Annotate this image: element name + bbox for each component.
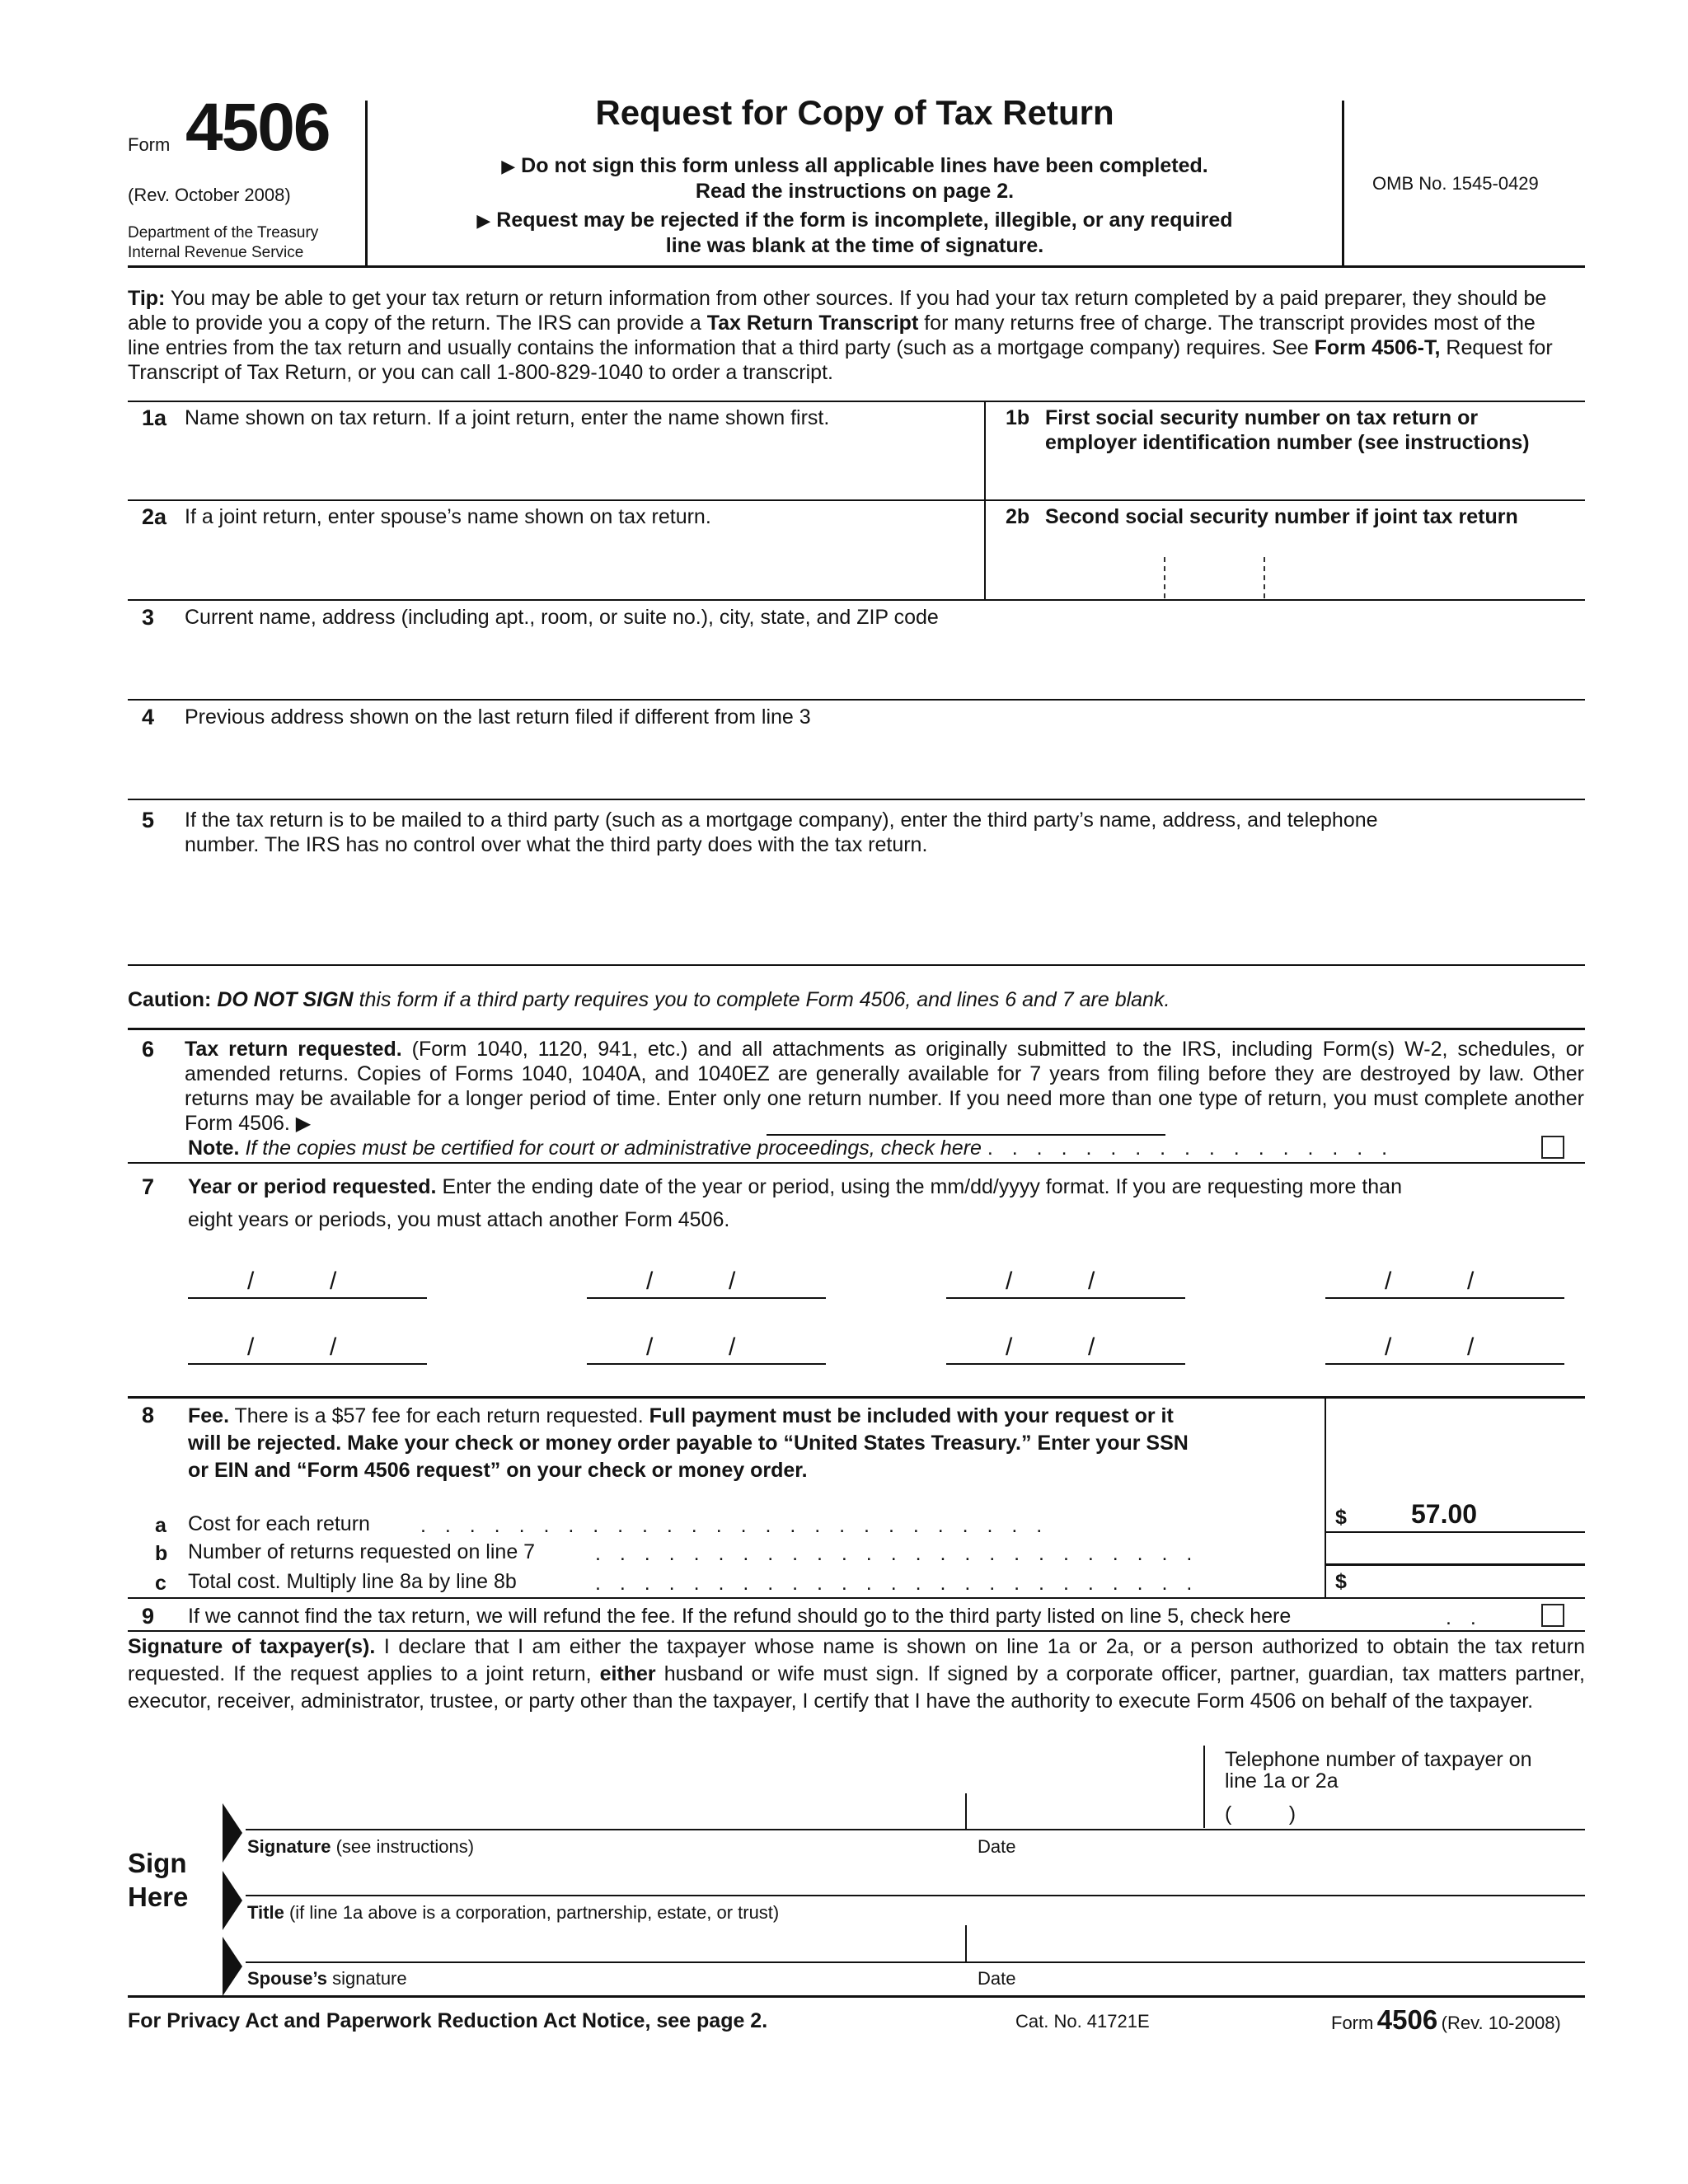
form-number: 4506 [185,90,330,165]
department-line1: Department of the Treasury [128,224,319,241]
form-header [0,0,1688,272]
instruction-2 [368,208,1342,258]
footer-form-word: Form [1331,2013,1374,2033]
line-2b-field[interactable] [989,544,1582,598]
fee-bold-1: Full payment must be included with your request or it [649,1404,1174,1427]
line-8a-dots: . . . . . . . . . . . . . . . . . . . . . . . . . . [420,1514,1049,1537]
sign-arrow-icon [223,1803,242,1863]
line-2a-label: If a joint return, enter spouse’s name shown on tax return. [185,505,711,528]
line-1b-label-1: First social security number on tax return or [1045,406,1479,429]
spouse-caption-bold: Spouse’s [247,1968,327,1989]
line-4-label: Previous address shown on the last return filed if different from line 3 [185,705,811,729]
signature-date-field[interactable] [969,1793,1200,1830]
line-6-number: 6 [141,1037,154,1062]
line-3-number: 3 [141,605,154,630]
line-5-label-1: If the tax return is to be mailed to a third party (such as a mortgage company), enter the third party’s name, address, and telephone [185,808,1378,832]
line-3-field[interactable] [185,635,1578,697]
note-text: If the copies must be certified for court or administrative proceedings, check here [239,1137,982,1160]
title-caption-rest: (if line 1a above is a corporation, partnership, estate, or trust) [284,1902,780,1923]
line-1b-number: 1b [1006,406,1030,429]
declaration-either: either [599,1662,656,1685]
line-6-return-number-field[interactable] [767,1109,1165,1136]
catalog-number: Cat. No. 41721E [1015,2011,1150,2032]
line-5-label-2: number. The IRS has no control over what the third party does with the tax return. [185,833,928,856]
fee-bold-2: will be rejected. Make your check or money order payable to “United States Treasury.” Enter your SSN [188,1432,1189,1455]
tip-bold-2: Form 4506-T, [1314,336,1441,359]
declaration-text-1: I declare that I am either the taxpayer whose name is shown on line 1a or 2a, or a person authorized to obtain the tax return requested. If the request applies to a joint return, [128,1635,1585,1685]
caution-bold: DO NOT SIGN [217,988,354,1011]
date-field[interactable]: / / [587,1266,826,1299]
caution-line [128,987,1170,1012]
phone-divider [1203,1746,1205,1828]
line-1b-field[interactable] [989,458,1582,499]
signature-caption [247,1836,474,1858]
line-3-label: Current name, address (including apt., room, or suite no.), city, state, and ZIP code [185,606,939,629]
line-7-text-1 [188,1174,1402,1199]
line-8a-text: Cost for each return [188,1512,370,1535]
rule-8 [128,1162,1585,1164]
signature-heading: Signature of taxpayer(s). [128,1635,376,1658]
fee-text: There is a $57 fee for each return requested. [229,1404,649,1427]
phone-label-1: Telephone number of taxpayer on [1225,1748,1532,1771]
line-6-note [188,1136,1540,1160]
footer-form-number: 4506 [1376,2004,1438,2035]
line-8-text [188,1403,1317,1484]
omb-number: OMB No. 1545-0429 [1372,173,1539,194]
date-field[interactable]: / / [188,1332,427,1365]
line-7-body: Enter the ending date of the year or period, using the mm/dd/yyyy format. If you are requesting more than [436,1175,1402,1198]
date-field[interactable]: / / [188,1266,427,1299]
ssn-separator-1 [1164,557,1165,598]
sign-label: Sign [128,1848,187,1878]
date-field[interactable]: / / [587,1332,826,1365]
line-8c-text: Total cost. Multiply line 8a by line 8b [188,1570,517,1593]
fee-bold-3: or EIN and “Form 4506 request” on your check or money order. [188,1459,808,1482]
line-2a-number: 2a [141,504,166,529]
arrow-icon: ▶ [501,156,516,176]
line-2b-number: 2b [1006,505,1030,528]
instruction-1-line1: Do not sign this form unless all applicable lines have been completed. [521,154,1208,177]
line-9-number: 9 [141,1604,154,1629]
form-revision: (Rev. October 2008) [128,185,291,205]
form-word: Form [128,134,171,155]
line-1a-label: Name shown on tax return. If a joint return, enter the name shown first. [185,406,830,429]
certified-copies-checkbox[interactable] [1541,1136,1564,1159]
tip-text-3: Request for Transcript of Tax Return, or you can call 1-800-829-1040 to order a transcript. [128,336,1553,384]
sign-arrow-icon [223,1871,242,1930]
rule-1 [128,401,1585,402]
signature-caption-rest: (see instructions) [331,1836,475,1857]
date-field[interactable]: / / [946,1266,1185,1299]
note-dots: . . . . . . . . . . . . . . . . . [987,1137,1395,1160]
spouse-date-field[interactable] [969,1927,1579,1961]
footer-form-ref [1331,2004,1561,2036]
note-label: Note. [188,1137,240,1160]
caution-text: this form if a third party requires you to complete Form 4506, and lines 6 and 7 are blank. [353,988,1170,1011]
line-7-bold: Year or period requested. [188,1175,437,1198]
signature-line [246,1829,1585,1830]
caution-label: Caution: [128,988,212,1011]
refund-third-party-checkbox[interactable] [1541,1604,1564,1627]
instruction-2-line1: Request may be rejected if the form is incomplete, illegible, or any required [496,209,1233,232]
rule-10 [128,1597,1585,1599]
arrow-icon: ▶ [295,1113,312,1135]
spouse-line [246,1961,1585,1963]
rule-3 [128,599,1585,601]
instruction-1 [368,153,1342,204]
line-1b-label-2: employer identification number (see instructions) [1045,431,1530,454]
line-1a-field[interactable] [185,434,976,499]
date-caption-2: Date [978,1968,1016,1989]
rule-7 [128,1028,1585,1030]
line-4-field[interactable] [185,733,1578,796]
privacy-notice: For Privacy Act and Paperwork Reduction Act Notice, see page 2. [128,2009,768,2032]
here-label: Here [128,1882,189,1912]
rule-11 [128,1630,1585,1632]
date-field[interactable]: / / [946,1332,1185,1365]
line-7-text-2: eight years or periods, you must attach another Form 4506. [188,1208,730,1231]
tip-bold-1: Tax Return Transcript [706,312,919,335]
header-rule [128,265,1585,268]
line-9-text: If we cannot find the tax return, we will refund the fee. If the refund should go to the third party listed on line 5, check here [188,1605,1292,1628]
phone-label-2: line 1a or 2a [1225,1769,1339,1793]
tip-text-2: for many returns free of charge. The transcript provides most of the line entries from the tax return and usually contains the information that a third party (such as a mortgage company) requires. See [128,312,1536,359]
instruction-1-line2: Read the instructions on page 2. [695,180,1015,203]
line-2a-field[interactable] [185,532,976,598]
instruction-2-line2: line was blank at the time of signature. [665,234,1044,257]
fee-label: Fee. [188,1404,230,1427]
line-7-number: 7 [141,1174,154,1199]
signature-field[interactable] [247,1793,964,1830]
declaration-text-2: husband or wife must sign. If signed by a corporate officer, partner, guardian, tax matters partner, executor, receiver, administrator, trustee, or party other than the taxpayer, I certify that I have the authority to execute Form 4506 on behalf of the taxpayer. [128,1662,1585,1713]
rule-2 [128,499,1585,501]
rule-4 [128,699,1585,701]
line-5-number: 5 [141,808,154,832]
header-divider-right [1342,101,1344,268]
dollar-sign: $ [1335,1506,1347,1529]
phone-field[interactable]: ( ) [1225,1802,1296,1825]
line-8-number: 8 [141,1403,154,1427]
line-8c-label: c [155,1572,166,1595]
line-4-number: 4 [141,705,154,729]
line-9-dots: . . [1446,1606,1483,1629]
line-8a-amount[interactable]: 57.00 [1411,1499,1478,1529]
date-divider-1 [965,1793,967,1830]
department-line2: Internal Revenue Service [128,244,304,261]
line-1a-number: 1a [141,405,166,430]
rule-6 [128,964,1585,966]
line-6-body: (Form 1040, 1120, 941, etc.) and all attachments as originally submitted to the IRS, including Form(s) W-2, schedules, or amended returns. Copies of Forms 1040, 1040A, and 1040EZ are generally available for 7 years from filing before they are destroyed by law. Other returns may be available for a longer period of time. Enter only one return number. If you need more than one type of return, you must complete another Form 4506. [185,1038,1584,1135]
title-field[interactable] [247,1861,1582,1894]
line-8a-label: a [155,1514,166,1537]
tip-label: Tip: [128,287,166,310]
line-8b-field[interactable] [1327,1535,1582,1563]
date-divider-2 [965,1925,967,1961]
ssn-separator-2 [1264,557,1265,598]
line-8c-dots: . . . . . . . . . . . . . . . . . . . . . . . . . [595,1572,1199,1595]
line-8b-text: Number of returns requested on line 7 [188,1540,536,1563]
footer-revision: (Rev. 10-2008) [1441,2013,1561,2033]
date-field[interactable]: / / [1325,1332,1564,1365]
fee-column-divider [1325,1397,1326,1598]
title-caption [247,1902,779,1924]
line-8c-field[interactable] [1360,1566,1582,1596]
rule-8a [1325,1531,1585,1533]
title-line [246,1895,1585,1896]
rule-9 [128,1396,1585,1399]
footer-rule [128,1995,1585,1998]
signature-caption-bold: Signature [247,1836,331,1857]
rule-5 [128,799,1585,800]
spouse-caption-rest: signature [327,1968,407,1989]
tip-text-1: You may be able to get your tax return or return information from other sources. If you had your tax return completed by a paid preparer, they should be able to provide you a copy of the return. The IRS can provide a [128,287,1547,335]
title-caption-bold: Title [247,1902,284,1923]
spouse-signature-field[interactable] [247,1927,964,1961]
date-field[interactable]: / / [1325,1266,1564,1299]
tip-paragraph [128,286,1566,385]
dollar-sign: $ [1335,1570,1347,1593]
sign-arrow-icon [223,1937,242,1996]
arrow-icon: ▶ [476,210,491,231]
spouse-caption [247,1968,407,1990]
form-title: Request for Copy of Tax Return [595,93,1114,132]
line-8b-dots: . . . . . . . . . . . . . . . . . . . . . . . . . [595,1542,1199,1565]
line-5-field[interactable] [185,862,1578,961]
line-6-bold: Tax return requested. [185,1038,402,1061]
line-2b-label: Second social security number if joint tax return [1045,505,1518,528]
line-8b-label: b [155,1542,168,1565]
signature-declaration [128,1633,1585,1715]
date-caption-1: Date [978,1836,1016,1857]
